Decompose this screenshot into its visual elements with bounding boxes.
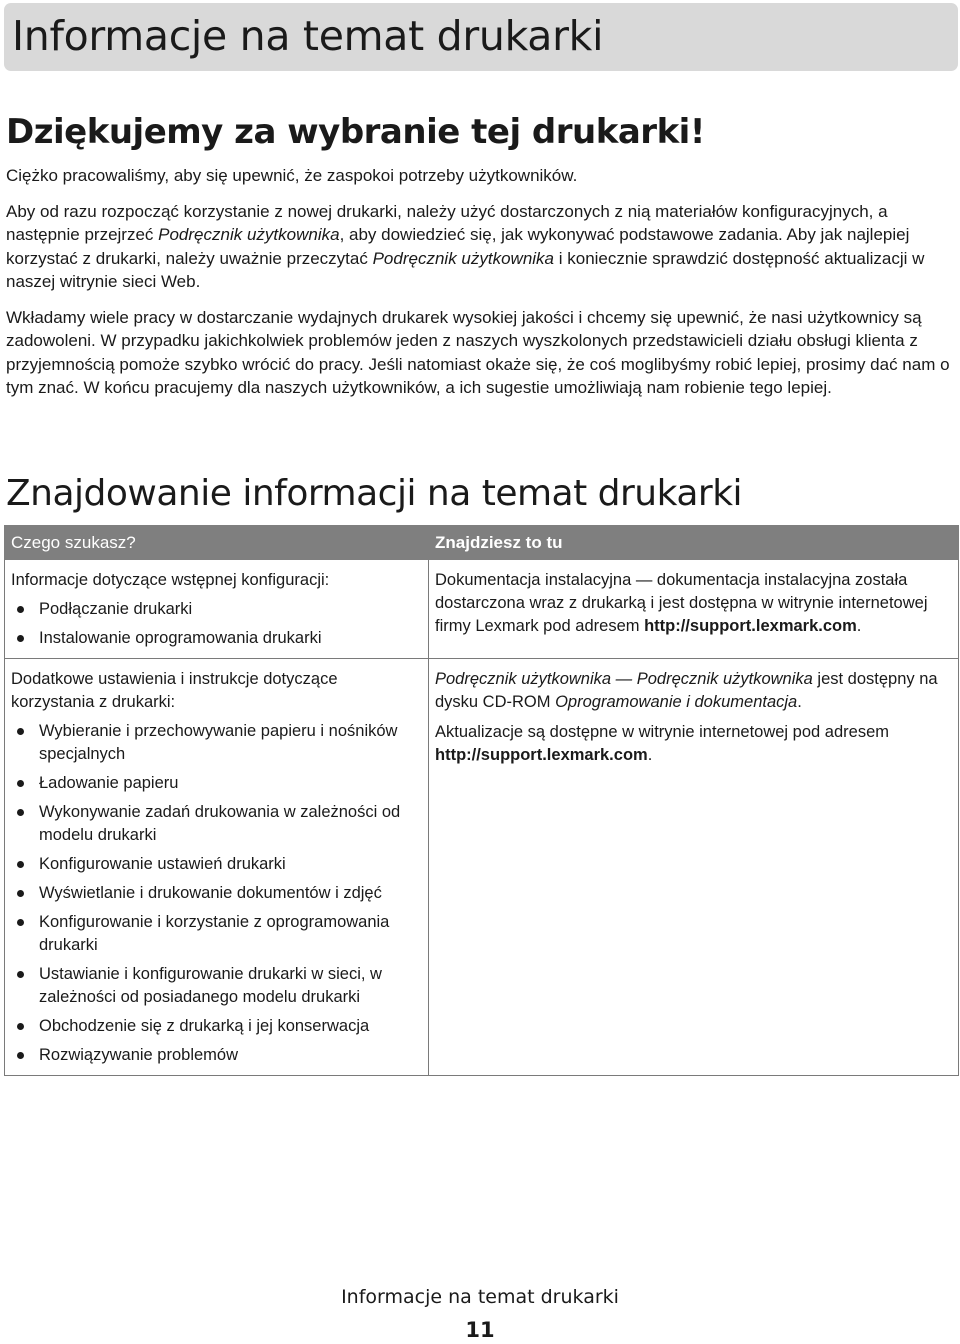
table-cell-setup-topics (5, 560, 429, 659)
table-cell-users-guide (429, 659, 959, 1076)
customer-satisfaction-paragraph: Wkładamy wiele pracy w dostarczanie wydajnych drukarek wysokiej jakości i chcemy się upewnić, że nasi użytkownicy są zadowoleni. W przypadku jakichkolwiek problemów jeden z naszych wyszkolonych przedstawicieli działu obsługi klienta z przyjemnością pomoże szybko wrócić do pracy. Jeśli natomiast okaże się, że coś moglibyśmy robić lepiej, prosimy dać nam o tym znać. W końcu pracujemy dla naszych użytkowników, a ich sugestie umożliwiają nam robienie tego lepiej. (6, 307, 950, 397)
users-guide-reference: Podręcznik użytkownika (158, 225, 340, 244)
column-header-find-it-here: Znajdziesz to tu (429, 526, 959, 560)
info-table (4, 525, 959, 1076)
intro-paragraph: Ciężko pracowaliśmy, aby się upewnić, że zaspokoi potrzeby użytkowników. (6, 166, 578, 185)
support-url-link[interactable]: http://support.lexmark.com (435, 746, 648, 764)
finding-info-section (6, 470, 956, 518)
list-item: Podłączanie drukarki (11, 598, 422, 621)
list-item: Wybieranie i przechowywanie papieru i nośników specjalnych (11, 720, 422, 766)
page-header (4, 3, 958, 71)
punctuation: . (797, 693, 802, 711)
setup-intro: Informacje dotyczące wstępnej konfiguracji: (11, 571, 330, 589)
list-item: Instalowanie oprogramowania drukarki (11, 627, 422, 650)
list-item: Wyświetlanie i drukowanie dokumentów i zdjęć (11, 882, 422, 905)
table-row (5, 560, 959, 659)
list-item: Rozwiązywanie problemów (11, 1044, 422, 1067)
getting-started-paragraph (6, 200, 956, 294)
getting-started-text-b: , aby dowiedzieć się, jak wykonywać podstawowe zadania. Aby jak najlepiej korzystać z drukarki, należy uważnie przeczytać (6, 225, 910, 268)
list-item: Ustawianie i konfigurowanie drukarki w sieci, w zależności od posiadanego modelu drukarki (11, 963, 422, 1009)
table-header-row (5, 526, 959, 560)
updates-paragraph (435, 721, 952, 767)
users-guide-reference: Podręcznik użytkownika (372, 248, 555, 268)
list-item: Obchodzenie się z drukarką i jej konserwacja (11, 1015, 422, 1038)
support-url-link[interactable]: http://support.lexmark.com (644, 617, 857, 635)
additional-intro: Dodatkowe ustawienia i instrukcje dotyczące korzystania z drukarki: (11, 670, 338, 711)
table-cell-setup-docs (429, 560, 959, 659)
finding-info-heading: Znajdowanie informacji na temat drukarki (6, 473, 743, 514)
cd-title: Oprogramowanie i dokumentacja (555, 693, 798, 711)
additional-list (11, 720, 422, 1067)
users-guide-paragraph (435, 668, 952, 714)
page-number: 11 (465, 1318, 495, 1342)
getting-started-text-c: i koniecznie sprawdzić dostępność aktualizacji w naszej witrynie sieci Web. (6, 248, 925, 291)
thank-you-heading: Dziękujemy za wybranie tej drukarki! (6, 112, 705, 152)
column-header-looking-for: Czego szukasz? (5, 526, 429, 560)
users-guide-text: jest dostępny na dysku CD-ROM (435, 670, 938, 711)
page-title: Informacje na temat drukarki (12, 12, 604, 60)
list-item: Ładowanie papieru (11, 772, 422, 795)
thank-you-section (6, 108, 956, 412)
footer-title: Informacje na temat drukarki (341, 1286, 619, 1308)
table-cell-additional-topics (5, 659, 429, 1076)
punctuation: . (647, 746, 653, 764)
getting-started-text-a: Aby od razu rozpocząć korzystanie z nowej drukarki, należy użyć dostarczonych z nią materiałów konfiguracyjnych, a następnie przejrzeć (6, 201, 888, 244)
users-guide-title: Podręcznik użytkownika — Podręcznik użytkownika (435, 670, 813, 688)
setup-docs-text: Dokumentacja instalacyjna — dokumentacja instalacyjna została dostarczona wraz z drukarką i jest dostępna w witrynie internetowej firmy Lexmark pod adresem (435, 571, 928, 635)
list-item: Konfigurowanie ustawień drukarki (11, 853, 422, 876)
list-item: Wykonywanie zadań drukowania w zależności od modelu drukarki (11, 801, 422, 847)
table-row (5, 659, 959, 1076)
punctuation: . (856, 617, 862, 635)
updates-text: Aktualizacje są dostępne w witrynie internetowej pod adresem (435, 723, 889, 741)
list-item: Konfigurowanie i korzystanie z oprogramowania drukarki (11, 911, 422, 957)
setup-list (11, 598, 422, 650)
